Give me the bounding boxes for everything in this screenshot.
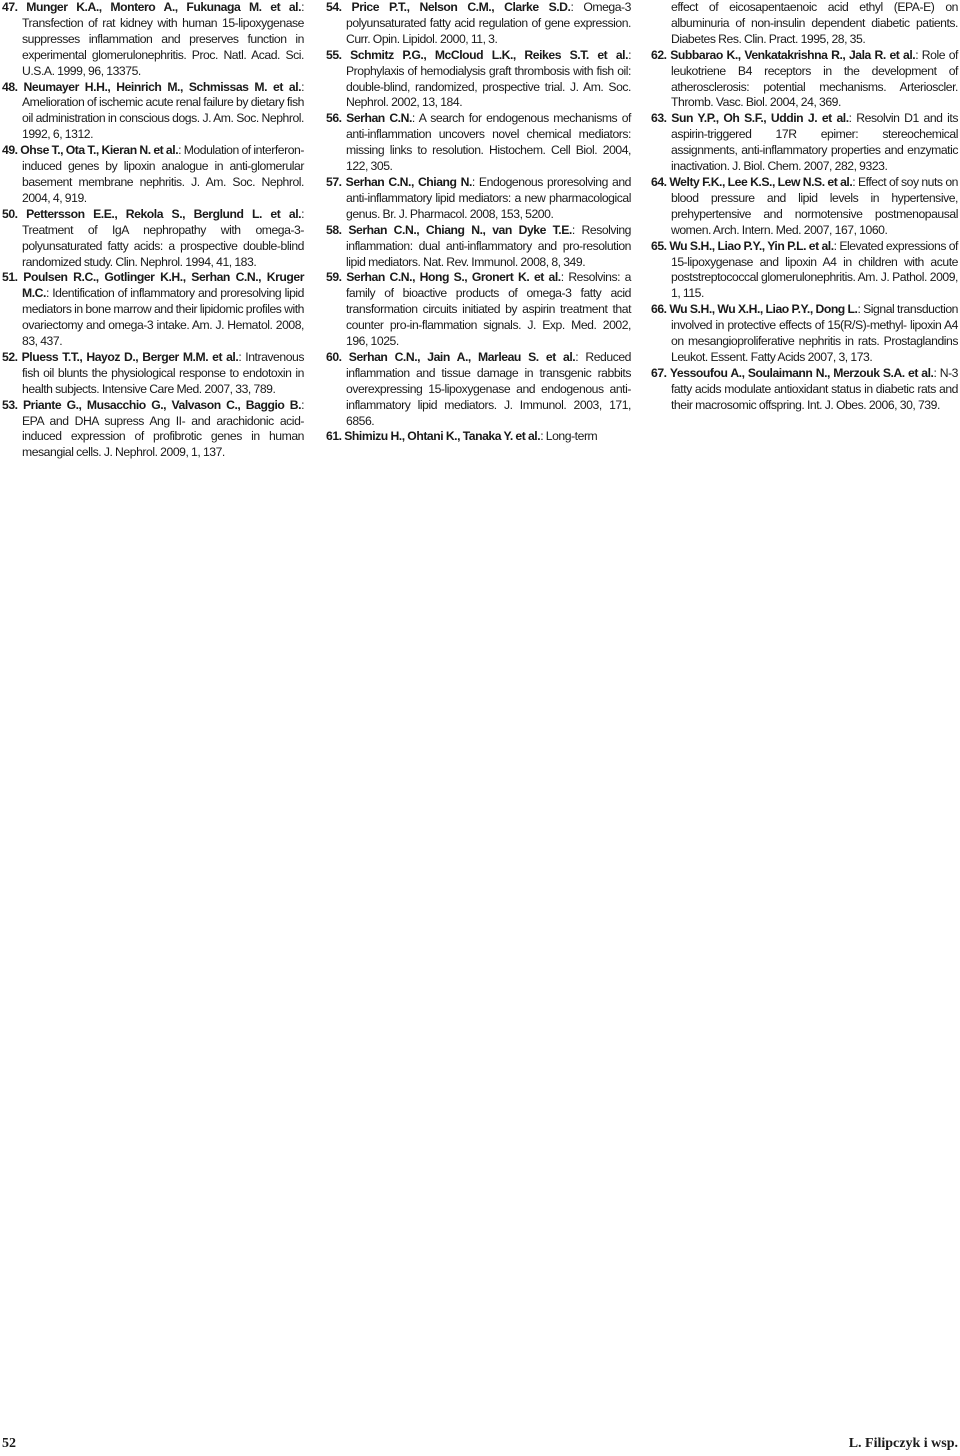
- reference-authors: Shimizu H., Ohtani K., Tanaka Y. et al.: [344, 429, 541, 444]
- reference-number: 48.: [2, 79, 18, 94]
- reference-authors: Yessoufou A., Soulaimann N., Merzouk S.A. et al.: [669, 365, 934, 380]
- reference-entry: [326, 111, 631, 175]
- reference-number: 56.: [326, 111, 342, 126]
- page-number: 52: [2, 1436, 16, 1451]
- reference-entry: [651, 111, 958, 175]
- reference-number: 57.: [326, 174, 342, 189]
- reference-number: 49.: [2, 143, 18, 158]
- reference-authors: Priante G., Musacchio G., Valvason C., Baggio B.: [23, 397, 302, 412]
- reference-entry: [651, 48, 958, 112]
- reference-entry: [326, 350, 631, 430]
- reference-number: 63.: [651, 111, 667, 126]
- reference-authors: Wu S.H., Liao P.Y., Yin P.L. et al.: [669, 238, 834, 253]
- reference-entry: [326, 223, 631, 271]
- reference-number: 52.: [2, 349, 18, 364]
- reference-entry: [326, 429, 631, 445]
- reference-entry: [326, 48, 631, 112]
- reference-number: 58.: [326, 222, 342, 237]
- reference-61-continuation: effect of eicosapentaenoic acid ethyl (EPA-E) on albuminuria of non-insulin dependent diabetic patients. Diabetes Res. Clin. Pract. 1995, 28, 35.: [671, 0, 958, 46]
- reference-citation: : Resolvins: a family of bioactive products of omega-3 fatty acid transformation circuits initiated by aspirin treatment that counter pro-in-flammation signals. J. Exp. Med. 2002, 196, 1025.: [346, 270, 632, 349]
- reference-authors: Welty F.K., Lee K.S., Lew N.S. et al.: [669, 174, 853, 189]
- reference-citation: : Identification of inflammatory and proresolving lipid mediators in bone marrow and their lipidomic profiles with ovariectomy and omega-3 intake. Am. J. Hematol. 2008, 83, 437.: [22, 286, 304, 349]
- reference-citation: : Resolvin D1 and its aspirin-triggered 17R epimer: stereochemical assignments, anti-inflammatory properties and enzymatic inactivation. J. Biol. Chem. 2007, 282, 9323.: [671, 111, 959, 174]
- reference-column-1: [2, 0, 304, 461]
- reference-citation: : Resolving inflammation: dual anti-inflammatory and pro-resolution lipid mediators. Nat. Rev. Immunol. 2008, 8, 349.: [346, 222, 631, 269]
- reference-authors: Munger K.A., Montero A., Fukunaga M. et al.: [26, 0, 302, 14]
- reference-citation: : Transfection of rat kidney with human 15-lipoxygenase suppresses inflammation and preserves function in experimental glomerulonephritis. Proc. Natl. Acad. Sci. U.S.A. 1999, 96, 13375.: [22, 0, 304, 78]
- reference-citation: : Modulation of interferon-induced genes by lipoxin analogue in anti-glomerular basement membrane nephritis. J. Am. Soc. Nephrol. 2004, 4, 919.: [22, 143, 304, 205]
- reference-citation: : Prophylaxis of hemodialysis graft thrombosis with fish oil: double-blind, randomized, prospective trial. J. Am. Soc. Nephrol. 2002, 13, 184.: [346, 47, 631, 110]
- reference-authors: Serhan C.N., Chiang N.: [345, 174, 472, 189]
- reference-number: 66.: [651, 302, 667, 317]
- reference-citation: : Omega-3 polyunsaturated fatty acid regulation of gene expression. Curr. Opin. Lipidol. 2000, 11, 3.: [346, 0, 631, 46]
- reference-number: 47.: [2, 0, 18, 14]
- reference-authors: Schmitz P.G., McCloud L.K., Reikes S.T. et al.: [350, 47, 629, 62]
- reference-authors: Serhan C.N., Jain A., Marleau S. et al.: [348, 349, 576, 364]
- reference-citation: : Elevated expressions of 15-lipoxygenase and lipoxin A4 in children with acute poststreptococcal glomerulonephritis. Am. J. Pathol. 2009, 1, 115.: [671, 238, 958, 301]
- reference-citation: : Signal transduction involved in protective effects of 15(R/S)-methyl- lipoxin A4 on mesangioproliferative nephritis in rats. Prostaglandins Leukot. Essent. Fatty Acids 2007, 3, 173.: [671, 302, 959, 364]
- reference-column-2: [326, 0, 631, 445]
- reference-citation: : Role of leukotriene B4 receptors in the development of atherosclerosis: potential mechanisms. Arterioscler. Thromb. Vasc. Biol. 2004, 24, 369.: [671, 47, 958, 110]
- reference-authors: Subbarao K., Venkatakrishna R., Jala R. et al.: [670, 47, 916, 62]
- reference-authors: Serhan C.N.: [346, 111, 412, 126]
- reference-citation: : A search for endogenous mechanisms of anti-inflammation uncovers novel chemical mediators: missing links to resolution. Histochem. Cell Biol. 2004, 122, 305.: [346, 111, 631, 174]
- reference-number: 60.: [326, 349, 342, 364]
- reference-authors: Poulsen R.C., Gotlinger K.H., Serhan C.N., Kruger M.C.: [22, 270, 305, 301]
- reference-entry: [2, 0, 304, 80]
- reference-authors: Serhan C.N., Hong S., Gronert K. et al.: [346, 270, 561, 285]
- reference-number: 65.: [651, 238, 667, 253]
- reference-entry: [2, 207, 304, 271]
- reference-number: 64.: [651, 174, 667, 189]
- reference-entry: [2, 80, 304, 144]
- reference-entry: [651, 239, 958, 303]
- reference-number: 50.: [2, 206, 18, 221]
- reference-entry: [326, 175, 631, 223]
- reference-authors: Sun Y.P., Oh S.F., Uddin J. et al.: [671, 111, 849, 126]
- reference-authors: Pluess T.T., Hayoz D., Berger M.M. et al.: [21, 349, 239, 364]
- reference-entry: [2, 350, 304, 398]
- reference-citation: : Intravenous fish oil blunts the physiological response to endotoxin in health subjects. Intensive Care Med. 2007, 33, 789.: [22, 349, 305, 396]
- reference-number: 62.: [651, 47, 667, 62]
- reference-entry: [651, 366, 958, 414]
- reference-entry: [2, 270, 304, 350]
- reference-entry: [651, 302, 958, 366]
- reference-column-3: [651, 0, 958, 414]
- reference-citation: : Amelioration of ischemic acute renal failure by dietary fish oil administration in conscious dogs. J. Am. Soc. Nephrol. 1992, 6, 1312.: [22, 79, 304, 142]
- running-author: L. Filipczyk i wsp.: [848, 1436, 958, 1451]
- reference-citation: : Endogenous proresolving and anti-inflammatory lipid mediators: a new pharmacological genus. Br. J. Pharmacol. 2008, 153, 5200.: [346, 174, 631, 221]
- reference-authors: Ohse T., Ota T., Kieran N. et al.: [20, 143, 179, 158]
- reference-citation: : Effect of soy nuts on blood pressure and lipid levels in hypertensive, prehypertensive and normotensive postmenopausal women. Arch. Intern. Med. 2007, 167, 1060.: [671, 174, 958, 237]
- reference-authors: Serhan C.N., Chiang N., van Dyke T.E.: [348, 222, 572, 237]
- reference-citation: : Long-term: [540, 429, 598, 444]
- reference-number: 67.: [651, 365, 667, 380]
- reference-authors: Price P.T., Nelson C.M., Clarke S.D.: [351, 0, 571, 14]
- reference-authors: Pettersson E.E., Rekola S., Berglund L. et al.: [26, 206, 302, 221]
- reference-number: 51.: [2, 270, 18, 285]
- reference-citation: : EPA and DHA supress Ang II- and arachidonic acid-induced expression of profibrotic genes in human mesangial cells. J. Nephrol. 2009, 1, 137.: [22, 397, 304, 460]
- reference-citation: : N-3 fatty acids modulate antioxidant status in diabetic rats and their macrosomic offspring. Int. J. Obes. 2006, 30, 739.: [671, 365, 959, 412]
- reference-number: 53.: [2, 397, 18, 412]
- reference-number: 59.: [326, 270, 342, 285]
- reference-number: 55.: [326, 47, 342, 62]
- reference-number: 61.: [326, 429, 342, 444]
- reference-authors: Wu S.H., Wu X.H., Liao P.Y., Dong L.: [669, 302, 858, 317]
- reference-citation: : Treatment of IgA nephropathy with omega-3-polyunsaturated fatty acids: a prospective double-blind randomized study. Clin. Nephrol. 1994, 41, 183.: [22, 206, 304, 269]
- reference-citation: : Reduced inflammation and tissue damage in transgenic rabbits overexpressing 15-lipoxygenase and endogenous anti-inflammatory lipid mediators. J. Immunol. 2003, 171, 6856.: [346, 349, 631, 428]
- reference-entry: [326, 270, 631, 350]
- reference-entry: [651, 175, 958, 239]
- reference-entry: [2, 398, 304, 462]
- reference-number: 54.: [326, 0, 342, 14]
- reference-entry: [2, 143, 304, 207]
- reference-entry: [326, 0, 631, 48]
- reference-authors: Neumayer H.H., Heinrich M., Schmissas M. et al.: [23, 79, 302, 94]
